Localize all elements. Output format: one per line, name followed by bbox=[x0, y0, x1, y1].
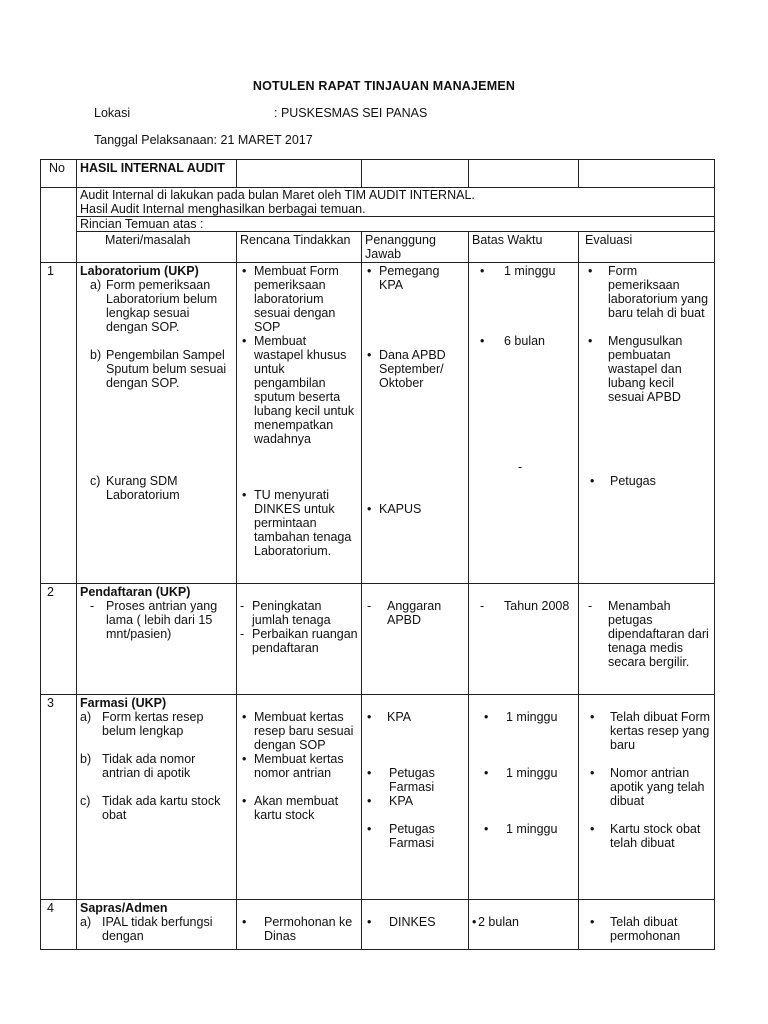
row-heading: Sapras/Admen bbox=[80, 901, 168, 915]
bullet-icon: • bbox=[367, 264, 372, 278]
list-item: • Form pemeriksaan laboratorium yang baru telah di buat bbox=[588, 264, 709, 320]
list-item: • Membuat kertas nomor antrian bbox=[242, 752, 344, 780]
bullet-icon: • bbox=[480, 264, 485, 278]
bullet-icon: • bbox=[242, 794, 247, 808]
list-item: a) Form pemeriksaan Laboratorium belum lengkap sesuai dengan SOP. bbox=[90, 278, 218, 334]
bullet-icon: • bbox=[588, 264, 593, 278]
col-evaluasi: Evaluasi bbox=[579, 232, 715, 263]
header-hasil: HASIL INTERNAL AUDIT bbox=[77, 160, 237, 188]
table-row bbox=[41, 695, 715, 900]
row-number: 2 bbox=[41, 584, 77, 695]
col-penanggung-jawab: Penanggung Jawab bbox=[362, 232, 469, 263]
list-item: • Petugas Farmasi bbox=[367, 766, 435, 794]
list-item: • 1 minggu bbox=[480, 264, 556, 278]
list-item: - Tahun 2008 bbox=[480, 599, 570, 613]
bullet-icon: • bbox=[367, 710, 372, 724]
bullet-icon: • bbox=[367, 348, 372, 362]
header-no: No bbox=[41, 160, 77, 188]
bullet-icon: • bbox=[367, 766, 372, 780]
list-item: b) Tidak ada nomor antrian di apotik bbox=[80, 752, 196, 780]
row-heading: Pendaftaran (UKP) bbox=[80, 585, 191, 599]
bullet-icon: • bbox=[367, 915, 372, 929]
bullet-icon: • bbox=[367, 502, 372, 516]
list-item: a) Form kertas resep belum lengkap bbox=[80, 710, 204, 738]
bullet-icon: • bbox=[242, 264, 247, 278]
list-item: c) Tidak ada kartu stock obat bbox=[80, 794, 221, 822]
list-item: • Telah dibuat permohonan bbox=[590, 915, 681, 943]
col-rencana: Rencana Tindakkan bbox=[237, 232, 362, 263]
tanggal-line bbox=[94, 133, 313, 147]
list-item: a) IPAL tidak berfungsi dengan bbox=[80, 915, 213, 943]
list-item: • Membuat kertas resep baru sesuai dengan SOP bbox=[242, 710, 354, 752]
list-item: - Perbaikan ruangan pendaftaran bbox=[240, 627, 358, 655]
list-item: • KPA bbox=[367, 794, 414, 808]
bullet-icon: • bbox=[484, 822, 489, 836]
list-item: • Pemegang KPA bbox=[367, 264, 440, 292]
bullet-icon: • bbox=[367, 822, 372, 836]
bullet-icon: • bbox=[242, 334, 247, 348]
list-item: • Membuat wastapel khusus untuk pengambilan sputum beserta lubang kecil untuk menempatkan wadahnya bbox=[242, 334, 355, 446]
row-number: 3 bbox=[41, 695, 77, 900]
list-item: • Akan membuat kartu stock bbox=[242, 794, 339, 822]
bullet-icon: • bbox=[590, 766, 595, 780]
list-item: • Petugas bbox=[590, 474, 656, 488]
list-item: - Anggaran APBD bbox=[367, 599, 442, 627]
document-title: NOTULEN RAPAT TINJAUAN MANAJEMEN bbox=[252, 79, 516, 93]
col-materi: Materi/masalah bbox=[77, 232, 237, 263]
list-item: • 2 bulan bbox=[472, 915, 520, 929]
bullet-icon: • bbox=[590, 710, 595, 724]
tanggal-value: : 21 MARET 2017 bbox=[213, 133, 313, 147]
intro-line-3: Rincian Temuan atas : bbox=[77, 217, 715, 232]
bullet-icon: • bbox=[480, 334, 485, 348]
bullet-icon: • bbox=[590, 822, 595, 836]
intro-line-1: Audit Internal di lakukan pada bulan Maret oleh TIM AUDIT INTERNAL. bbox=[80, 188, 475, 202]
lokasi-value: : PUSKESMAS SEI PANAS bbox=[274, 106, 428, 120]
list-item: - Peningkatan jumlah tenaga bbox=[240, 599, 331, 627]
intro-text bbox=[77, 188, 715, 217]
list-item: • DINKES bbox=[367, 915, 436, 929]
bullet-icon: • bbox=[242, 710, 247, 724]
bullet-icon: • bbox=[242, 915, 247, 929]
list-item: • TU menyurati DINKES untuk permintaan tambahan tenaga Laboratorium. bbox=[242, 488, 352, 558]
intro-line-2: Hasil Audit Internal menghasilkan berbagai temuan. bbox=[80, 202, 366, 216]
table-row bbox=[41, 584, 715, 695]
bullet-icon: • bbox=[484, 766, 489, 780]
row-number: 1 bbox=[41, 263, 77, 584]
lokasi-line bbox=[94, 106, 427, 120]
list-item: • Petugas Farmasi bbox=[367, 822, 435, 850]
list-item: - Menambah petugas dipendaftaran dari tenaga medis secara bergilir. bbox=[588, 599, 709, 669]
list-item: • Nomor antrian apotik yang telah dibuat bbox=[590, 766, 705, 808]
list-item: • 1 minggu bbox=[484, 710, 558, 724]
bullet-icon: • bbox=[590, 915, 595, 929]
list-item: • Permohonan ke Dinas bbox=[242, 915, 353, 943]
list-item: • KPA bbox=[367, 710, 412, 724]
table-row bbox=[41, 900, 715, 950]
lokasi-label: Lokasi bbox=[94, 106, 131, 120]
bullet-icon: • bbox=[484, 710, 489, 724]
list-item: • Dana APBD September/ Oktober bbox=[367, 348, 446, 390]
row-heading: Laboratorium (UKP) bbox=[80, 264, 199, 278]
list-item: c) Kurang SDM Laboratorium bbox=[90, 474, 180, 502]
list-item: • KAPUS bbox=[367, 502, 422, 516]
bullet-icon: • bbox=[472, 915, 477, 929]
bullet-icon: • bbox=[588, 334, 593, 348]
col-batas-waktu: Batas Waktu bbox=[469, 232, 579, 263]
list-item: • 1 minggu bbox=[484, 822, 558, 836]
list-item: • 1 minggu bbox=[484, 766, 558, 780]
audit-table bbox=[40, 159, 714, 944]
list-item: - Proses antrian yang lama ( lebih dari 15 mnt/pasien) bbox=[90, 599, 218, 641]
list-item: • Mengusulkan pembuatan wastapel dan lubang kecil sesuai APBD bbox=[588, 334, 683, 404]
table-row: 1 Laboratorium (UKP) a) Form pemeriksaan Laboratorium belum lengkap sesuai dengan SOP. b) Pengembilan Sampel Sputum belum sesuai dengan SOP. c) Kurang SDM Laboratorium • Membuat Form pemeriksaan laboratorium sesuai dengan SOP • Membuat wastapel khusus untuk pengambilan sputum beserta lubang kecil untuk menempatkan wadahnya • TU menyurati DINKES untuk permintaan tambahan tenaga Laboratorium. • Pemegang KPA • Dana APBD September/ Oktober • KAPUS • 1 minggu • 6 bulan - • Form pemeriksaan laboratorium yang baru telah di buat • Mengusulkan pembuatan wastapel dan lubang kecil sesuai APBD • Petugas bbox=[41, 263, 715, 584]
list-item: • Membuat Form pemeriksaan laboratorium sesuai dengan SOP bbox=[242, 264, 339, 334]
bullet-icon: • bbox=[590, 474, 595, 488]
row-heading: Farmasi (UKP) bbox=[80, 696, 167, 710]
list-item: • 6 bulan bbox=[480, 334, 546, 348]
tanggal-label: Tanggal Pelaksanaan bbox=[94, 133, 214, 147]
bullet-icon: • bbox=[242, 488, 247, 502]
list-item: • Kartu stock obat telah dibuat bbox=[590, 822, 701, 850]
row-number: 4 bbox=[41, 900, 77, 950]
bullet-icon: • bbox=[367, 794, 372, 808]
list-item: b) Pengembilan Sampel Sputum belum sesuai dengan SOP. bbox=[90, 348, 227, 390]
bullet-icon: • bbox=[242, 752, 247, 766]
list-item: • Telah dibuat Form kertas resep yang baru bbox=[590, 710, 711, 752]
